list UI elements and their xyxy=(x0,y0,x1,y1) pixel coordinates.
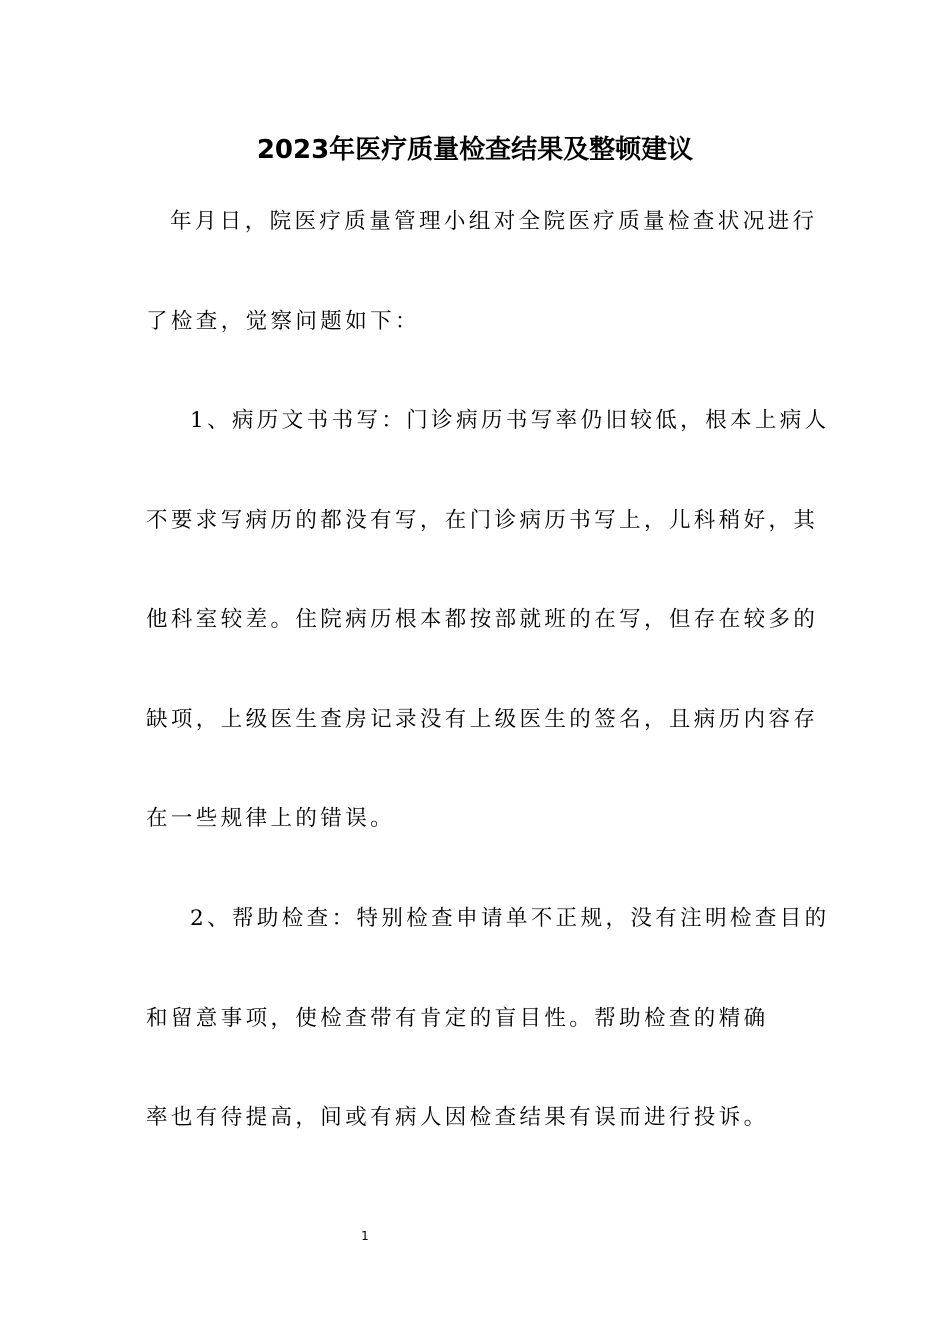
paragraph-line: 他科室较差。住院病历根本都按部就班的在写，但存在较多的 xyxy=(146,607,819,632)
paragraph-line: 率也有待提高，间或有病人因检查结果有误而进行投诉。 xyxy=(146,1105,769,1130)
paragraph-line: 缺项，上级医生查房记录没有上级医生的签名，且病历内容存 xyxy=(146,707,819,732)
paragraph-line: 2、帮助检查：特别检查申请单不正规，没有注明检查目的 xyxy=(190,906,830,931)
page-number: 1 xyxy=(361,1229,369,1243)
paragraph-line: 和留意事项，使检查带有肯定的盲目性。帮助检查的精确 xyxy=(146,1006,769,1031)
paragraph-line: 了检查，觉察问题如下： xyxy=(146,309,420,334)
paragraph-line: 不要求写病历的都没有写，在门诊病历书写上，儿科稍好，其 xyxy=(146,508,819,533)
document-title: 2023年医疗质量检查结果及整顿建议 xyxy=(256,135,694,165)
paragraph-line: 在一些规律上的错误。 xyxy=(146,806,396,831)
paragraph-line: 年月日，院医疗质量管理小组对全院医疗质量检查状况进行 xyxy=(170,209,818,234)
paragraph-line: 1、病历文书书写：门诊病历书写率仍旧较低，根本上病人 xyxy=(190,408,830,433)
